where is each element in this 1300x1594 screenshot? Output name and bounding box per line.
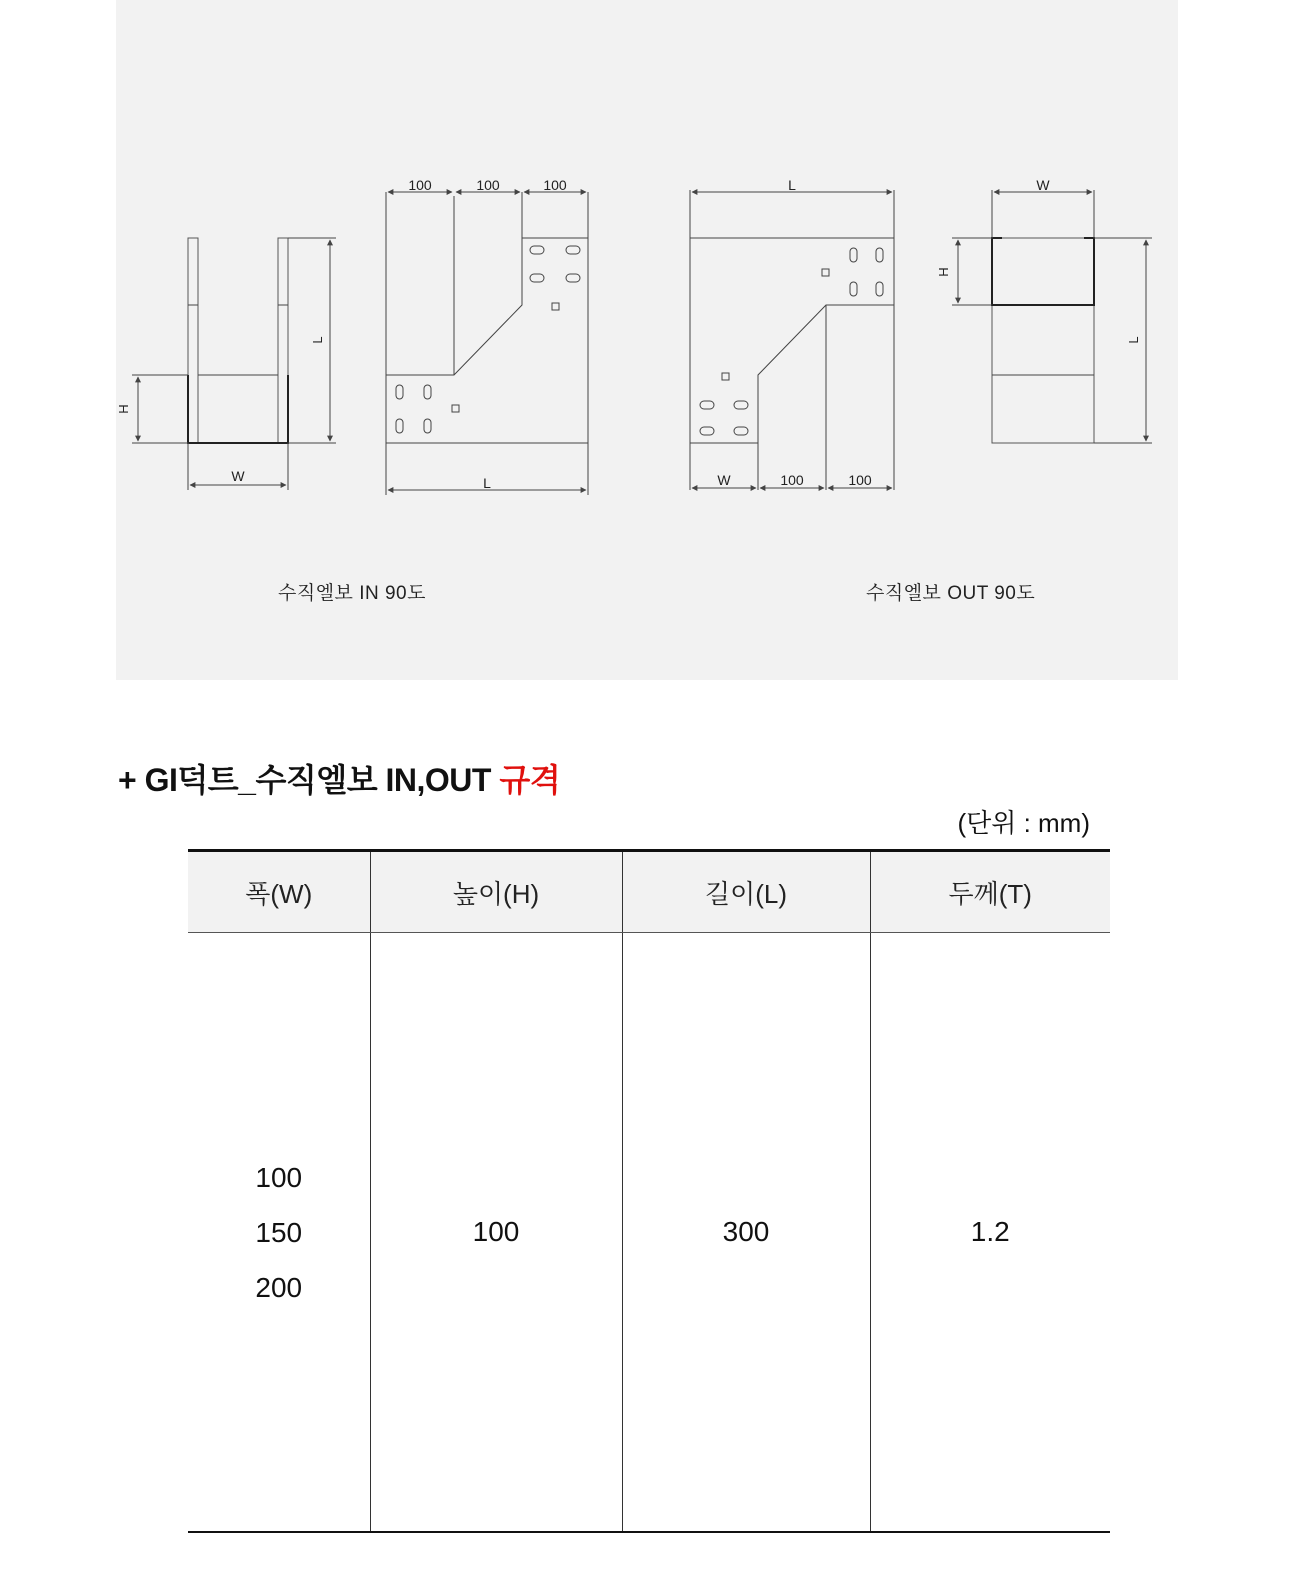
dim-label: H xyxy=(116,404,131,414)
in-side-view xyxy=(132,238,336,490)
spec-title xyxy=(118,755,560,801)
dim-label: 100 xyxy=(476,177,500,193)
dim-label: W xyxy=(1036,177,1050,193)
out-side-view xyxy=(952,190,1152,443)
dim-label: L xyxy=(310,336,325,344)
cell-widths xyxy=(188,933,370,1533)
dim-label: 100 xyxy=(408,177,432,193)
dim-label: 100 xyxy=(780,472,804,488)
drawing-panel xyxy=(116,0,1178,680)
out-front-view xyxy=(690,190,894,490)
title-text: + GI덕트_수직엘보 IN,OUT xyxy=(118,762,500,798)
cell-length: 300 xyxy=(622,933,870,1533)
dim-label: L xyxy=(1126,336,1141,344)
table-row xyxy=(188,933,1110,1533)
width-value: 100 xyxy=(255,1161,303,1193)
header-width: 폭(W) xyxy=(188,851,370,933)
title-accent: 규격 xyxy=(499,762,561,798)
width-value: 150 xyxy=(255,1216,303,1248)
dim-label: 100 xyxy=(543,177,567,193)
caption-in: 수직엘보 IN 90도 xyxy=(278,583,426,604)
caption-out: 수직엘보 OUT 90도 xyxy=(866,583,1036,604)
dim-label: L xyxy=(788,177,796,193)
unit-label: (단위 : mm) xyxy=(957,808,1090,838)
in-front-view xyxy=(386,192,588,495)
header-height: 높이(H) xyxy=(370,851,622,933)
cell-height: 100 xyxy=(370,933,622,1533)
dim-label: L xyxy=(483,475,491,491)
dim-label: W xyxy=(717,472,731,488)
header-thickness: 두께(T) xyxy=(870,851,1110,933)
header-length: 길이(L) xyxy=(622,851,870,933)
dim-label: 100 xyxy=(848,472,872,488)
table-header-row xyxy=(188,851,1110,933)
cell-thickness: 1.2 xyxy=(870,933,1110,1533)
dim-label: H xyxy=(936,267,951,277)
spec-table xyxy=(188,849,1110,1533)
dim-label: W xyxy=(231,468,245,484)
width-value: 200 xyxy=(255,1271,303,1303)
